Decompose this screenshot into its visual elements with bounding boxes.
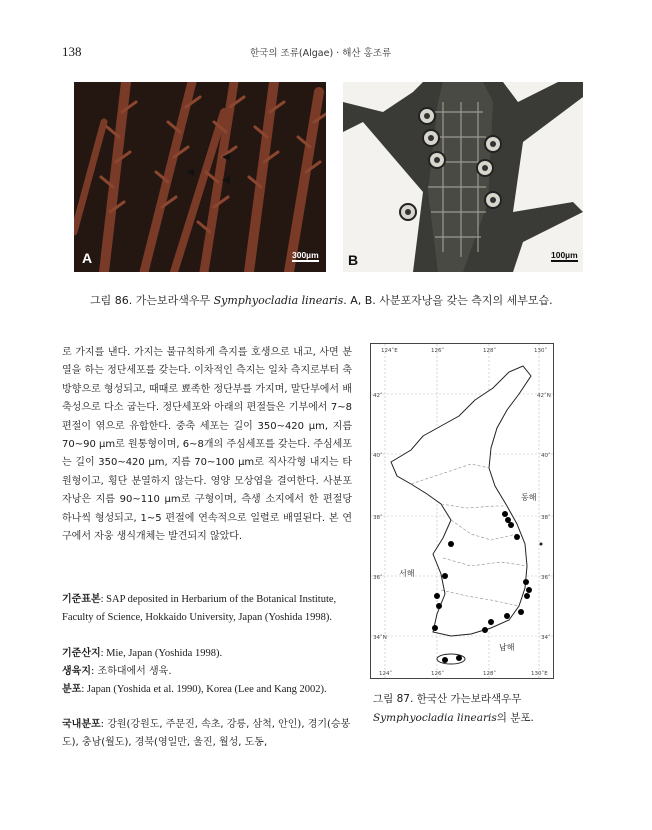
figure-87-caption: [373, 690, 583, 728]
distribution-map: [370, 343, 554, 679]
map-east-sea-label: 동해: [521, 493, 537, 502]
map-lat-label: 38˚: [541, 515, 551, 521]
korea-distribution-label: 국내분포: [62, 719, 101, 730]
map-lon-label: 126˚: [431, 671, 445, 677]
running-title: 한국의 조류(Algae) · 해산 홍조류: [250, 48, 392, 59]
map-south-sea-label: 남해: [499, 643, 515, 652]
map-lat-label: 40˚: [373, 453, 383, 459]
type-specimen-label: 기준표본: [62, 594, 101, 605]
type-locality-value: : Mie, Japan (Yoshida 1998).: [100, 648, 223, 659]
korea-map-svg: [371, 344, 553, 678]
habitat-field: [62, 663, 352, 681]
type-locality-label: 기준산지: [62, 648, 101, 659]
scale-bar-a: 300µm: [292, 250, 319, 260]
map-lon-label: 130˚: [534, 348, 548, 354]
map-lat-label: 38˚: [373, 515, 383, 521]
korea-distribution-value: : 강원(강원도, 주문진, 속초, 강릉, 삼척, 안인), 경기(승봉도), 충남(월도), 경북(영일만, 울진, 월성, 도동,: [62, 719, 351, 748]
figure-86-caption: [90, 292, 553, 308]
map-lat-label: 36˚: [373, 575, 383, 581]
caption-86-suffix: . A, B. 사분포자낭을 갖는 측지의 세부모습.: [343, 294, 553, 307]
figure-86-photo-b: [343, 82, 583, 272]
habitat-label: 생육지: [62, 666, 91, 677]
map-lat-label: 40˚: [541, 453, 551, 459]
type-locality-field: [62, 645, 352, 663]
map-lon-label: 124˚: [379, 671, 393, 677]
map-lat-label: 34˚: [541, 635, 551, 641]
type-specimen-field: [62, 591, 352, 626]
map-lon-label: 128˚: [483, 671, 497, 677]
body-paragraph: 로 가지를 낸다. 가지는 불규칙하게 측지를 호생으로 내고, 사면 분열을 하는 정단세포를 갖는다. 이차적인 측지는 일차 측지로부터 축 방향으로 형성되고, 때때로 뾰족한 정단부를 가지며, 말단부에서 배축성으로 다소 굽는다. 정단세포와 아래의 편절들은 기부에서 7~8 편절이 엮으로 유합한다. 중축 세포는 길이 350~420 μm, 지름 70~90 μm로 원통형이며, 6~8개의 주심세포를 갖는다. 주심세포는 길이 350~420 μm, 지름 70~100 μm로 직사각형 내지는 타원형이고, 횡단 분열하지 않는다. 영양 모상엽을 결여한다. 사분포자낭은 지름 90~110 μm로 구형이며, 측생 소지에서 한 편절당 하나씩 형성되고, 1~5 편절에 연속적으로 일렬로 배열된다. 본 연구에서 자웅 생식개체는 발견되지 않았다.: [62, 347, 352, 543]
map-lat-label: 42˚: [373, 393, 383, 399]
habitat-value: : 조하대에서 생육.: [90, 666, 172, 677]
caption-87-species: Symphyocladia linearis: [373, 712, 497, 724]
distribution-field: [62, 681, 352, 699]
map-lon-label: 126˚: [431, 348, 445, 354]
map-lat-label: 36˚: [541, 575, 551, 581]
korea-distribution-field: [62, 716, 352, 751]
map-west-sea-label: 서해: [399, 569, 415, 578]
caption-87-suffix: 의 분포.: [496, 712, 534, 724]
scale-bar-b: 100µm: [551, 250, 578, 260]
map-lat-label: 34˚N: [373, 635, 387, 641]
algae-micrograph-a: [74, 82, 326, 272]
caption-87-prefix: 그림 87. 한국산 가는보라색우무: [373, 693, 522, 705]
figure-86-photo-a: [74, 82, 326, 272]
caption-86-prefix: 그림 86. 가는보라색우무: [90, 294, 214, 307]
distribution-value: : Japan (Yoshida et al. 1990), Korea (Lee and Kang 2002).: [81, 684, 327, 695]
caption-86-species: Symphyocladia linearis: [213, 294, 344, 307]
page-number: 138: [62, 44, 82, 59]
map-lon-label: 130˚E: [531, 671, 548, 677]
map-lon-label: 124˚E: [381, 348, 398, 354]
algae-micrograph-b: [343, 82, 583, 272]
map-lon-label: 128˚: [483, 348, 497, 354]
map-lat-label: 42˚N: [537, 393, 551, 399]
type-specimen-value: : SAP deposited in Herbarium of the Botanical Institute, Faculty of Science, Hokkaido University, Japan (Yoshida 1998).: [62, 594, 337, 623]
panel-label-b: B: [348, 252, 359, 268]
distribution-label: 분포: [62, 684, 82, 695]
panel-label-a: A: [82, 250, 93, 266]
